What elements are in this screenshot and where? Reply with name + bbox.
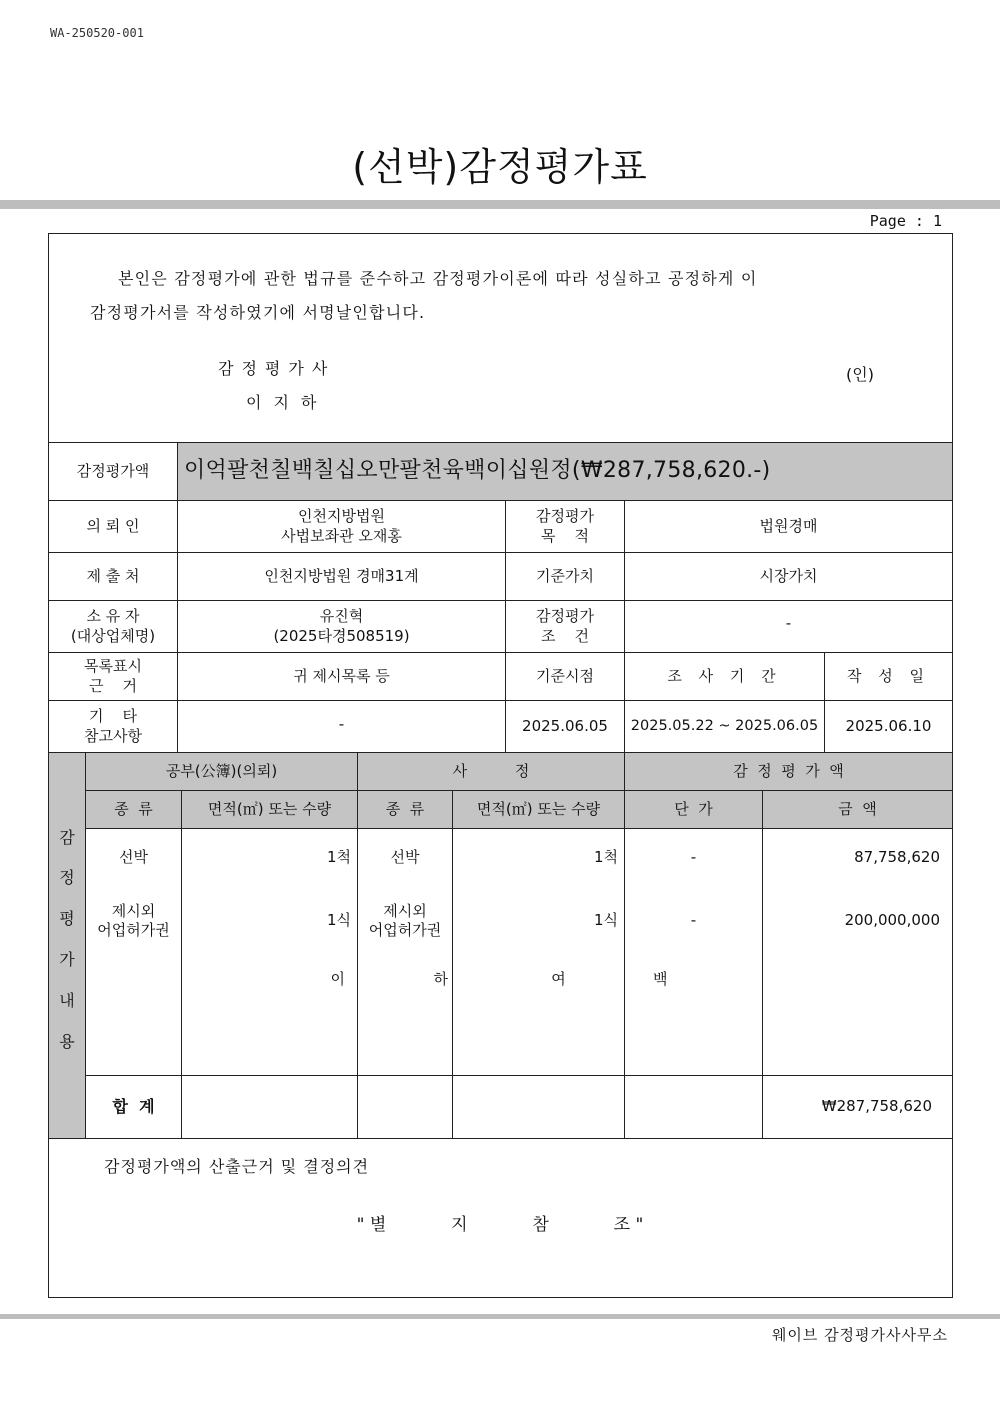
side-char: 감 <box>59 827 75 847</box>
actual-header: 사 정 <box>452 761 530 780</box>
filler-char: 하 <box>433 970 448 989</box>
filler-char: 여 <box>551 970 566 989</box>
purpose-value: 법원경매 <box>759 516 818 535</box>
public-record-header: 공부(公簿)(의뢰) <box>165 761 278 780</box>
attachment-reference: " 별 지 참 조 " <box>356 1215 644 1235</box>
public-area-header: 면적(㎡) 또는 수량 <box>207 799 332 818</box>
unit-price-header: 단 가 <box>674 799 713 818</box>
footer-divider <box>0 1314 1000 1319</box>
page-number: Page : 1 <box>869 212 942 230</box>
basis-label: 감정평가액의 산출근거 및 결정의견 <box>104 1157 370 1176</box>
row2-unit-price: - <box>690 911 697 930</box>
public-type-header: 종 류 <box>114 799 153 818</box>
header-divider <box>0 200 1000 209</box>
value-basis-value: 시장가치 <box>759 566 818 585</box>
side-char: 가 <box>59 950 75 969</box>
requester-value: 인천지방법원 사법보좌관 오재홍 <box>281 507 402 545</box>
row1-amount: 87,758,620 <box>854 848 940 867</box>
base-date-label: 기준시점 <box>536 666 594 685</box>
row1-actual-qty: 1척 <box>593 848 618 867</box>
row2-public-type: 제시외 어업허가권 <box>97 901 170 939</box>
written-date-value: 2025.06.10 <box>845 716 932 735</box>
submit-label: 제 출 처 <box>86 566 140 585</box>
row1-public-type: 선박 <box>119 848 148 867</box>
row2-amount: 200,000,000 <box>844 911 940 930</box>
appraisal-amount-header: 감 정 평 가 액 <box>733 761 844 780</box>
rule <box>48 1138 953 1139</box>
seal-mark: (인) <box>846 365 874 384</box>
list-basis-label: 목록표시 근 거 <box>84 657 142 695</box>
condition-value: - <box>785 613 792 632</box>
appraiser-name: 이지하 <box>246 393 329 412</box>
owner-label: 소 유 자 (대상업체명) <box>70 607 156 645</box>
row1-unit-price: - <box>690 848 697 867</box>
filler-char: 백 <box>653 970 668 989</box>
row1-actual-type: 선박 <box>390 848 420 867</box>
row2-public-qty: 1식 <box>326 911 351 930</box>
filler-char: 이 <box>330 970 345 989</box>
purpose-label: 감정평가 목 적 <box>536 507 594 545</box>
declaration-line-1: 본인은 감정평가에 관한 법규를 준수하고 감정평가이론에 따라 성실하고 공정하게 이 <box>118 269 758 288</box>
row2-actual-qty: 1식 <box>593 911 618 930</box>
condition-label: 감정평가 조 건 <box>536 607 594 645</box>
declaration-line-2: 감정평가서를 작성하였기에 서명날인합니다. <box>90 303 426 322</box>
owner-value: 유진혁 (2025타경508519) <box>273 607 410 645</box>
survey-period-label: 조 사 기 간 <box>667 666 782 685</box>
appraisal-detail-side-label <box>49 800 85 1080</box>
side-char: 평 <box>59 909 75 929</box>
total-label: 합 계 <box>112 1096 155 1116</box>
amount-header: 금 액 <box>838 799 877 818</box>
office-name: 웨이브 감정평가사사무소 <box>771 1326 948 1344</box>
list-basis-value: 귀 제시목록 등 <box>293 666 390 685</box>
base-date-value: 2025.06.05 <box>522 716 608 735</box>
row1-public-qty: 1척 <box>326 848 351 867</box>
etc-value: - <box>338 714 345 733</box>
requester-label: 의 뢰 인 <box>86 516 140 535</box>
side-char: 용 <box>59 1031 75 1051</box>
etc-label: 기 타 참고사항 <box>84 707 142 745</box>
amount-label: 감정평가액 <box>76 461 150 480</box>
total-value: ₩287,758,620 <box>821 1097 932 1116</box>
rule <box>85 828 952 829</box>
page-title: (선박)감정평가표 <box>352 145 648 189</box>
actual-area-header: 면적(㎡) 또는 수량 <box>476 799 601 818</box>
survey-period-value: 2025.05.22 ~ 2025.06.05 <box>630 718 819 735</box>
value-basis-label: 기준가치 <box>536 566 594 585</box>
appraiser-title: 감정평가사 <box>218 359 336 378</box>
submit-value: 인천지방법원 경매31계 <box>264 566 419 585</box>
actual-type-header: 종 류 <box>385 799 425 818</box>
row2-actual-type: 제시외 어업허가권 <box>368 901 442 939</box>
amount-value: 이억팔천칠백칠십오만팔천육백이십원정(₩287,758,620.-) <box>184 458 771 484</box>
side-char: 정 <box>59 868 75 888</box>
side-char: 내 <box>59 990 75 1010</box>
written-date-label: 작 성 일 <box>846 666 930 685</box>
document-number: WA-250520-001 <box>50 26 144 40</box>
